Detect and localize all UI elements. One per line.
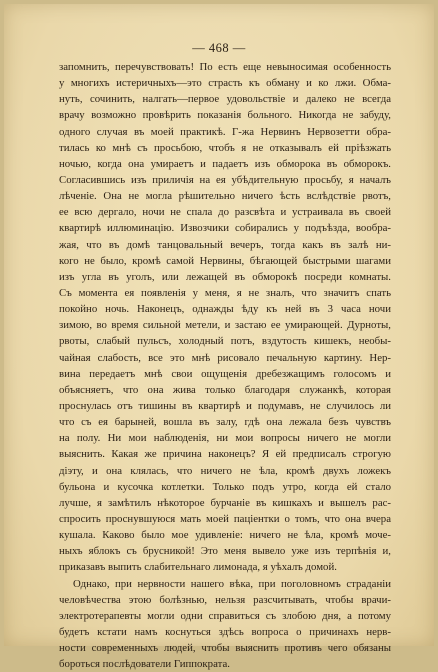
text-line: проснулась отъ тишины въ квартирѣ и подумавъ, не случилось ли: [59, 398, 391, 414]
text-line: изъ угла въ уголъ, или лежащей въ обморокѣ посреди комнаты.: [59, 269, 391, 285]
text-line: чайная слабость, все это мнѣ рисовало печальную картину. Нер-: [59, 350, 391, 366]
text-line: объясняетъ, что она жива только благодаря служанкѣ, которая: [59, 382, 391, 398]
text-line: нуть, сочинить, налгать—первое удовольствіе и далеко не всегда: [59, 91, 391, 107]
text-line: лучше, я замѣтилъ нѣкоторое бурчаніе въ кишкахъ и вышелъ рас-: [59, 495, 391, 511]
page-number: — 468 —: [4, 41, 434, 56]
text-line: ности современныхъ людей, чтобы выяснить противъ чего обязаны: [59, 640, 391, 656]
page-text: [59, 59, 391, 672]
text-line: зимою, во время сильной метели, и застаю ее умирающей. Дурноты,: [59, 317, 391, 333]
text-line: что съ ея барыней, вошла въ залу, гдѣ она лежала безъ чувствъ: [59, 414, 391, 430]
text-line: лѣченіе. Она не могла рѣшительно ничего ѣсть вслѣдствіе рвотъ,: [59, 188, 391, 204]
text-line: Однако, при нервности нашего вѣка, при поголовномъ страданіи: [59, 576, 391, 592]
text-line: ее всю дергало, ночи не спала до разсвѣта и устраивала въ своей: [59, 204, 391, 220]
text-line: Съ момента ея появленія у меня, я не зналъ, что значитъ спать: [59, 285, 391, 301]
text-line: ныхъ яблокъ съ брусникой! Это меня вывело уже изъ терпѣнія и,: [59, 543, 391, 559]
text-line: человѣчества этою болѣзнью, нельзя разсчитывать, чтобы врачи-: [59, 592, 391, 608]
text-line: на полу. Ни мои наблюденія, ни мои вопросы ничего не могли: [59, 430, 391, 446]
text-line: будетъ кстати намъ коснуться здѣсь вопроса о причинахъ нерв-: [59, 624, 391, 640]
paragraph-2: [59, 576, 391, 672]
text-line: бороться послѣдователи Гиппократа.: [59, 656, 391, 672]
text-line: тилась ко мнѣ съ просьбою, чтобъ я не отказывалъ ей пріѣзжать: [59, 140, 391, 156]
text-line: покойно ночь. Наконецъ, однажды ѣду къ ней въ 3 часа ночи: [59, 301, 391, 317]
text-line: ночью, когда она умираетъ и падаетъ изъ обморока въ обморокъ.: [59, 156, 391, 172]
text-line: жая, что въ домѣ танцовальный вечеръ, тогда какъ въ залѣ ни-: [59, 237, 391, 253]
text-line: врачу возможно провѣрить показанія больного. Никогда не забуду,: [59, 107, 391, 123]
text-line: діэту, и она клялась, что ничего не ѣла, кромѣ двухъ ложекъ: [59, 463, 391, 479]
text-line: вина передаетъ мнѣ свои ощущенія дребезжащимъ голосомъ и: [59, 366, 391, 382]
paragraph-1: [59, 59, 391, 576]
text-line: у многихъ истеричныхъ—это страсть къ обману и ко лжи. Обма-: [59, 75, 391, 91]
text-line: кого не было, кромѣ самой Нервины, бѣгающей быстрыми шагами: [59, 253, 391, 269]
text-line: квартирѣ иллюминацію. Извозчики собирались у подъѣзда, вообра-: [59, 220, 391, 236]
text-line: одного случая въ моей практикѣ. Г-жа Нервинъ Нервозетти обра-: [59, 124, 391, 140]
text-line: кушала. Каково было мое удивленіе: ничего не ѣла, кромѣ моче-: [59, 527, 391, 543]
text-line: рвоты, слабый пульсъ, холодный потъ, вздутость кишекъ, необы-: [59, 333, 391, 349]
text-line: запомнить, перечувствовать! По есть еще невыносимая особенность: [59, 59, 391, 75]
text-line: Согласившись изъ приличія на ея убѣдительную просьбу, я началъ: [59, 172, 391, 188]
text-line: приказавъ выпить слабительнаго лимонада, я уѣхалъ домой.: [59, 559, 391, 575]
text-line: выяснить. Какая же причина наконецъ? Я ей предписалъ строгую: [59, 446, 391, 462]
book-page: [4, 4, 434, 646]
text-line: спросить проснувшуюся мать моей паціентки о томъ, что она вчера: [59, 511, 391, 527]
text-line: бульона и кусочка котлетки. Только подъ утро, когда ей стало: [59, 479, 391, 495]
text-line: электротерапевты могли одни справиться съ злобою дня, а потому: [59, 608, 391, 624]
